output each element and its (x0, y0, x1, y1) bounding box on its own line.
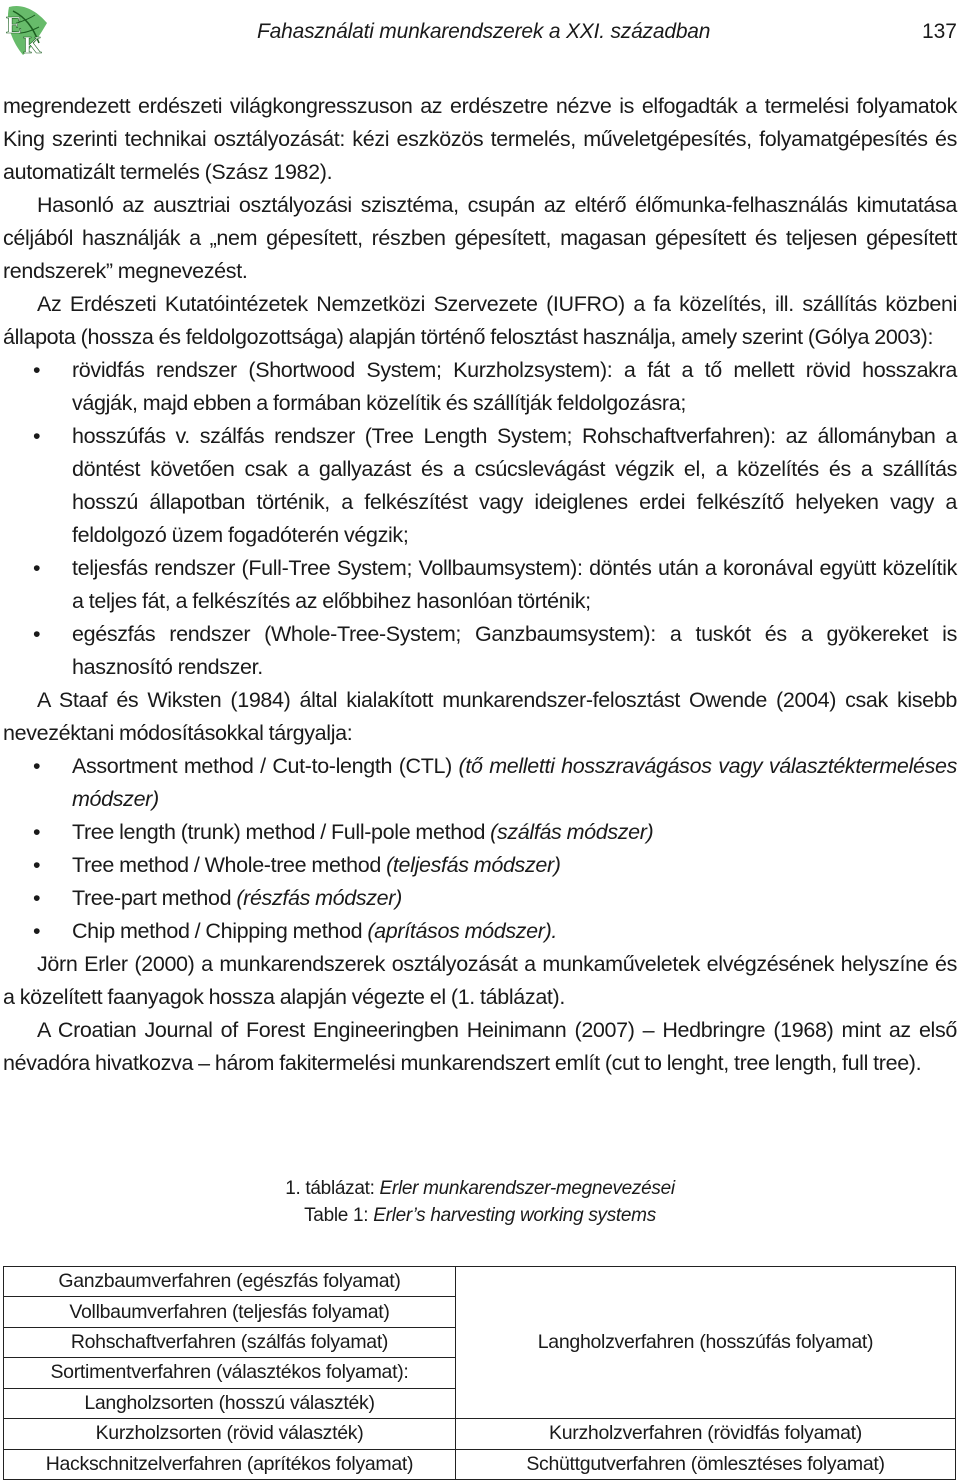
method-name-en: Chip method / Chipping method (72, 919, 368, 943)
method-name-hu: (szálfás módszer) (490, 820, 654, 844)
table-cell: Kurzholzsorten (rövid választék) (4, 1419, 456, 1449)
table-caption-en (0, 1205, 960, 1227)
table-cell: Langholzverfahren (hosszúfás folyamat) (456, 1267, 956, 1419)
list-item: • hosszúfás v. szálfás rendszer (Tree Length System; Rohschaftverfahren): az állományban a döntést követően csak a gallyazást és a csúcslevágást végzik el, a közelítés és a szállítás hosszú állapotban történik, a felkészítést vagy ideiglenes erdei felkészítő helyeken vagy a feldolgozó üzem fogadóterén végzik; (3, 420, 957, 552)
page-header (0, 0, 960, 70)
table-row (4, 1267, 956, 1297)
paragraph-erler: Jörn Erler (2000) a munkarendszerek osztályozását a munkaműveletek elvégzésének helyszíne és a közelített faanyagok hossza alapján végezte el (1. táblázat). (3, 952, 957, 1009)
table-cell: Vollbaumverfahren (teljesfás folyamat) (4, 1297, 456, 1327)
method-name-hu: (aprításos módszer). (367, 919, 558, 943)
page-number: 137 (921, 20, 957, 43)
list-item (3, 750, 957, 816)
method-name-en: Tree method / Whole-tree method (72, 853, 387, 877)
caption-prefix: Table 1: (304, 1205, 374, 1226)
list-item (3, 816, 957, 849)
table-cell: Schüttgutverfahren (ömlesztéses folyamat) (456, 1449, 956, 1479)
owende-list (3, 750, 957, 948)
caption-title: Erler’s harvesting working systems (373, 1205, 656, 1226)
table-cell: Sortimentverfahren (választékos folyamat): (4, 1358, 456, 1388)
method-name-hu: (tő melletti hosszravágásos vagy választéktermeléses módszer) (72, 754, 957, 811)
list-item (3, 915, 957, 948)
svg-text:E: E (6, 13, 23, 39)
list-item: • rövidfás rendszer (Shortwood System; Kurzholzsystem): a fát a tő mellett rövid hosszakra vágják, majd ebben a formában közelítik és szállítják feldolgozásra; (3, 354, 957, 420)
table-cell: Langholzsorten (hosszú választék) (4, 1388, 456, 1418)
method-name-en: Assortment method / Cut-to-length (CTL) (72, 754, 459, 778)
table-cell: Hackschnitzelverfahren (aprítékos folyamat) (4, 1449, 456, 1479)
caption-title: Erler munkarendszer-megnevezései (379, 1178, 675, 1199)
list-item: • teljesfás rendszer (Full-Tree System; Vollbaumsystem): döntés után a koronával együtt közelítik a teljes fát, a felkészítés az előbbihez hasonlóan történik; (3, 552, 957, 618)
list-item (3, 849, 957, 882)
paragraph-heinimann: A Croatian Journal of Forest Engineeringben Heinimann (2007) – Hedbringre (1968) mint az első névadóra hivatkozva – három fakitermelési munkarendszert említ (cut to lenght, tree length, full tree). (3, 1018, 957, 1075)
ek-logo-icon (3, 3, 51, 59)
body-text (3, 90, 957, 1080)
iufro-list (3, 354, 957, 684)
table-caption-hu (0, 1178, 960, 1200)
method-name-en: Tree length (trunk) method / Full-pole method (72, 820, 491, 844)
method-name-hu: (teljesfás módszer) (386, 853, 561, 877)
table-cell: Rohschaftverfahren (szálfás folyamat) (4, 1327, 456, 1357)
erler-table (3, 1266, 956, 1480)
table-cell: Ganzbaumverfahren (egészfás folyamat) (4, 1267, 456, 1297)
table-row (4, 1419, 956, 1449)
paragraph-austrian-system: Hasonló az ausztriai osztályozási szisztéma, csupán az eltérő élőmunka-felhasználás kimutatása céljából használják a „nem gépesített, részben gépesített, magasan gépesített és teljesen gépesített rendszerek” megnevezést. (3, 193, 957, 283)
method-name-en: Tree-part method (72, 886, 237, 910)
paragraph-iufro: Az Erdészeti Kutatóintézetek Nemzetközi Szervezete (IUFRO) a fa közelítés, ill. szállítás közbeni állapota (hossza és feldolgozottsága) alapján történő felosztást használja, amely szerint (Gólya 2003): (3, 292, 957, 349)
list-item: • egészfás rendszer (Whole-Tree-System; Ganzbaumsystem): a tuskót és a gyökereket is hasznosító rendszer. (3, 618, 957, 684)
method-name-hu: (részfás módszer) (236, 886, 402, 910)
table-cell: Kurzholzverfahren (rövidfás folyamat) (456, 1419, 956, 1449)
paragraph-staaf-wiksten: A Staaf és Wiksten (1984) által kialakított munkarendszer-felosztást Owende (2004) csak kisebb nevezéktani módosításokkal tárgyalja: (3, 688, 957, 745)
svg-text:K: K (23, 33, 42, 59)
list-item (3, 882, 957, 915)
table-row (4, 1449, 956, 1479)
caption-prefix: 1. táblázat: (285, 1178, 380, 1199)
paragraph-continuation: megrendezett erdészeti világkongresszuson az erdészetre nézve is elfogadták a termelési folyamatok King szerinti technikai osztályozását: kézi eszközös termelés, műveletgépesítés, folyamatgépesítés és automatizált termelés (Szász 1982). (3, 94, 957, 184)
running-title: Fahasználati munkarendszerek a XXI. században (257, 20, 711, 43)
